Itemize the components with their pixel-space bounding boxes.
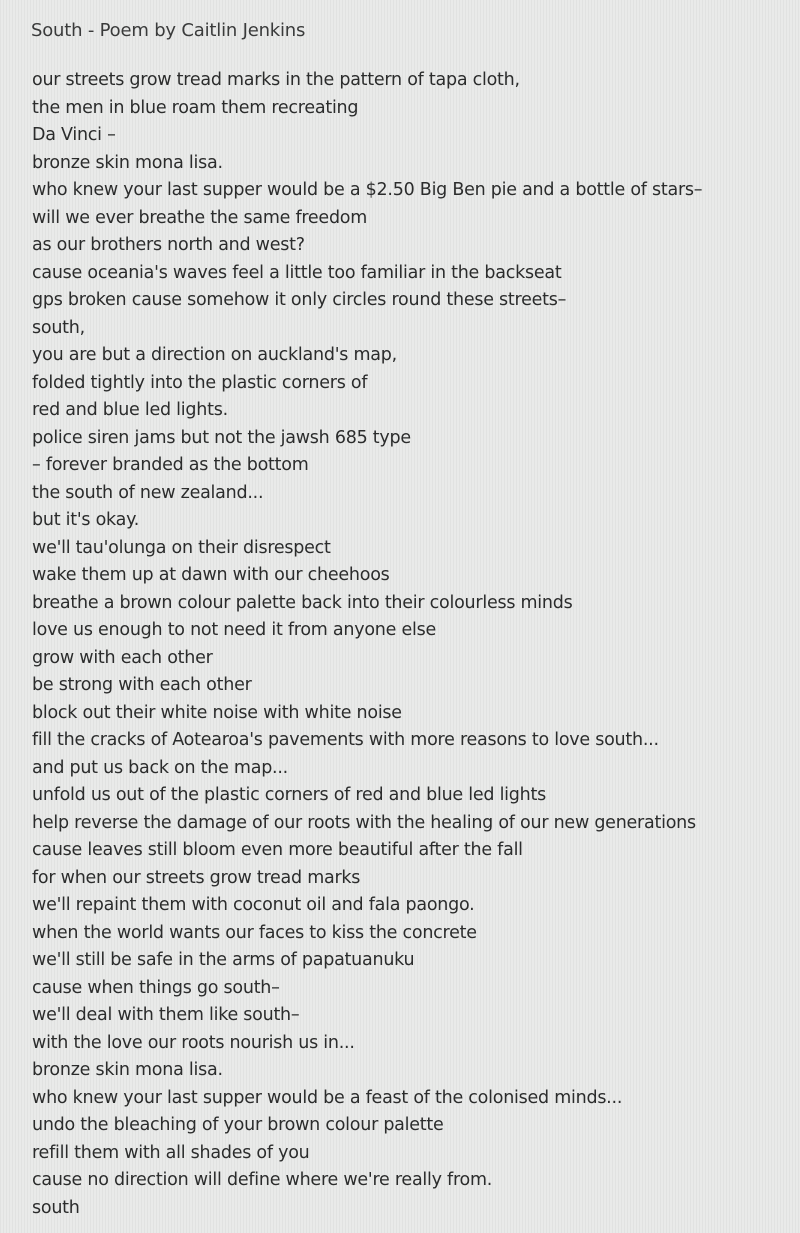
poem-line: cause no direction will define where we're really from.	[32, 1170, 493, 1190]
poem-line: refill them with all shades of you	[32, 1142, 310, 1163]
poem-line: bronze skin mona lisa.	[32, 152, 223, 173]
poem-line: who knew your last supper would be a $2.50 Big Ben pie and a bottle of stars–	[32, 180, 703, 200]
poem-line: undo the bleaching of your brown colour palette	[32, 1115, 444, 1135]
poem-line: help reverse the damage of our roots with the healing of our new generations	[32, 812, 696, 833]
poem-line: the men in blue roam them recreating	[32, 97, 359, 118]
poem-line: the south of new zealand...	[32, 482, 264, 503]
poem-line: love us enough to not need it from anyone else	[32, 620, 436, 640]
poem-line: red and blue led lights.	[32, 400, 228, 420]
poem-body	[32, 67, 782, 1222]
poem-line: south,	[32, 317, 85, 338]
poem-line: as our brothers north and west?	[32, 235, 305, 255]
poem-line: but it's okay.	[32, 510, 140, 530]
poem-line: cause oceania's waves feel a little too familiar in the backseat	[32, 262, 562, 283]
poem-line: you are but a direction on auckland's map,	[32, 345, 397, 365]
poem-line: breathe a brown colour palette back into their colourless minds	[32, 592, 573, 613]
poem-line: who knew your last supper would be a feast of the colonised minds...	[32, 1087, 623, 1108]
poem-line: gps broken cause somehow it only circles round these streets–	[32, 290, 567, 310]
poem-line: we'll tau'olunga on their disrespect	[32, 537, 331, 558]
poem-line: when the world wants our faces to kiss the concrete	[32, 922, 477, 943]
poem-title: South - Poem by Caitlin Jenkins	[31, 20, 306, 41]
poem-line: – forever branded as the bottom	[32, 455, 309, 475]
poem-line: unfold us out of the plastic corners of red and blue led lights	[32, 785, 546, 805]
poem-line: block out their white noise with white noise	[32, 702, 402, 723]
poem-line: we'll repaint them with coconut oil and fala paongo.	[32, 895, 475, 915]
poem-line: fill the cracks of Aotearoa's pavements with more reasons to love south...	[32, 730, 659, 750]
poem-line: police siren jams but not the jawsh 685 type	[32, 427, 411, 448]
poem-line: be strong with each other	[32, 675, 252, 695]
poem-line: wake them up at dawn with our cheehoos	[32, 565, 390, 585]
poem-line: cause when things go south–	[32, 977, 280, 998]
poem-line: will we ever breathe the same freedom	[32, 207, 368, 228]
poem-line: cause leaves still bloom even more beautiful after the fall	[32, 840, 523, 860]
poem-line: Da Vinci –	[32, 125, 116, 145]
poem-line: south	[32, 1197, 80, 1218]
poem-line: we'll still be safe in the arms of papatuanuku	[32, 950, 415, 970]
poem-line: we'll deal with them like south–	[32, 1005, 300, 1025]
poem-line: with the love our roots nourish us in...	[32, 1032, 355, 1053]
poem-line: grow with each other	[32, 647, 213, 668]
poem-line: our streets grow tread marks in the pattern of tapa cloth,	[32, 70, 520, 90]
poem-line: for when our streets grow tread marks	[32, 867, 361, 888]
poem-line: bronze skin mona lisa.	[32, 1060, 223, 1080]
poem-line: folded tightly into the plastic corners of	[32, 372, 368, 393]
poem-line: and put us back on the map...	[32, 757, 288, 778]
